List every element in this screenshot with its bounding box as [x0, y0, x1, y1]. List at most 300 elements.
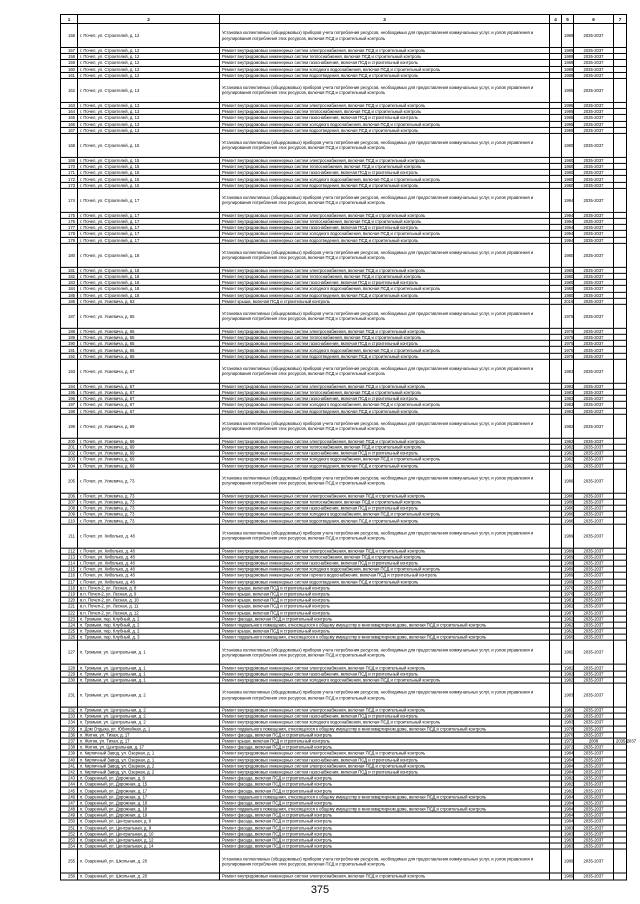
period-cell: 2035-2037: [574, 713, 614, 719]
address-cell: г. Почеп, ул. Усиевича, д. 65: [78, 341, 220, 347]
col7-cell: [614, 849, 627, 873]
period-cell: 2035-2037: [574, 102, 614, 108]
row-number: 174: [61, 188, 78, 212]
address-cell: в.п. Почеп-2, ул. Лесная, д. 10: [78, 597, 220, 603]
work-type-cell: Ремонт внутридомовых инженерных систем теплоснабжения, включая ПСД и строительный контроль: [220, 54, 550, 60]
year-cell: 1975: [562, 347, 574, 353]
col4-cell: [550, 243, 562, 267]
row-number: 189: [61, 334, 78, 340]
row-number: 219: [61, 591, 78, 597]
row-number: 193: [61, 359, 78, 383]
row-number: 256: [61, 873, 78, 879]
col7-cell: [614, 23, 627, 47]
work-type-cell: Ремонт внутридомовых инженерных систем холодного водоснабжения, включая ПСД и строительный контроль: [220, 402, 550, 408]
table-row: [61, 469, 627, 493]
address-cell: п. Озаренный, ул. Школьная, д. 20: [78, 849, 220, 873]
address-cell: п. Громыки, ул. Центральная, д. 2: [78, 719, 220, 725]
row-number: 178: [61, 231, 78, 237]
row-number: 196: [61, 395, 78, 401]
year-cell: 1983: [562, 719, 574, 725]
col7-cell: [614, 243, 627, 267]
row-number: 205: [61, 469, 78, 493]
year-cell: 1983: [562, 831, 574, 837]
row-number: 221: [61, 603, 78, 609]
period-cell: 2008: [574, 738, 614, 744]
row-number: 252: [61, 831, 78, 837]
address-cell: п. Громыки, ул. Центральная, д. 1: [78, 641, 220, 665]
year-cell: 1984: [562, 763, 574, 769]
work-type-cell: Установка коллективных (общедомовых) приборов учета потребления ресурсов, необходимых для предоставления коммунальных услуг, и узлов управления и регулирования потребления этих ресурсов, включая ПСД и строительный контроль: [220, 683, 550, 707]
work-type-cell: Ремонт внутридомовых инженерных систем газоснабжения, включая ПСД и строительный контроль: [220, 225, 550, 231]
period-cell: 2035-2037: [574, 622, 614, 628]
work-type-cell: Установка коллективных (общедомовых) приборов учета потребления ресурсов, необходимых для предоставления коммунальных услуг, и узлов управления и регулирования потребления этих ресурсов, включая ПСД и строительный контроль: [220, 524, 550, 548]
year-cell: 1972: [562, 738, 574, 744]
address-cell: п. Кирпичный Завод, ул. Озерная, д. 2: [78, 763, 220, 769]
col7-cell: 2035-2037: [614, 738, 627, 744]
work-type-cell: Ремонт внутридомовых инженерных систем холодного водоснабжения, включая ПСД и строительный контроль: [220, 677, 550, 683]
row-number: 192: [61, 353, 78, 359]
address-cell: г. Почеп, ул. Строителей, д. 18: [78, 286, 220, 292]
period-cell: 2035-2037: [574, 831, 614, 837]
row-number: 159: [61, 60, 78, 66]
row-number: 168: [61, 133, 78, 157]
work-type-cell: Ремонт крыши, включая ПСД и строительный контроль: [220, 585, 550, 591]
work-type-cell: Ремонт внутридомовых инженерных систем водоотведения, включая ПСД и строительный контроль: [220, 182, 550, 188]
period-cell: 2035-2037: [574, 775, 614, 781]
work-type-cell: Ремонт внутридомовых инженерных систем водоотведения, включая ПСД и строительный контроль: [220, 353, 550, 359]
work-type-cell: Ремонт внутридомовых инженерных систем теплоснабжения, включая ПСД и строительный контроль: [220, 554, 550, 560]
row-number: 239: [61, 750, 78, 756]
row-number: 157: [61, 47, 78, 53]
period-cell: 2035-2037: [574, 109, 614, 115]
work-type-cell: Ремонт подвального помещения, относящегося к общему имуществу в многоквартирном доме, включая ПСД и строительный контроль: [220, 806, 550, 812]
address-cell: г. Почеп, ул. Строителей, д. 17: [78, 212, 220, 218]
work-type-cell: Ремонт внутридомовых инженерных систем электроснабжения, включая ПСД и строительный контроль: [220, 707, 550, 713]
year-cell: 1995: [562, 102, 574, 108]
work-type-cell: Ремонт внутридомовых инженерных систем газоснабжения, включая ПСД и строительный контроль: [220, 60, 550, 66]
row-number: 158: [61, 54, 78, 60]
row-number: 216: [61, 573, 78, 579]
period-cell: 2035-2037: [574, 279, 614, 285]
year-cell: 1983: [562, 359, 574, 383]
year-cell: 1984: [562, 750, 574, 756]
work-type-cell: Ремонт внутридомовых инженерных систем газоснабжения, включая ПСД и строительный контроль: [220, 279, 550, 285]
col4-cell: [550, 469, 562, 493]
row-number: 248: [61, 806, 78, 812]
year-cell: 1976: [562, 585, 574, 591]
row-number: 233: [61, 713, 78, 719]
address-cell: п. Громыки, пер. Клубный, д. 2: [78, 622, 220, 628]
address-cell: п. Озаренный, ул. Центральная, д. 14: [78, 843, 220, 849]
period-cell: 2035-2037: [574, 524, 614, 548]
header-cell: 4: [550, 14, 562, 23]
work-type-cell: Ремонт внутридомовых инженерных систем теплоснабжения, включая ПСД и строительный контроль: [220, 444, 550, 450]
period-cell: 2035-2037: [574, 163, 614, 169]
row-number: 162: [61, 78, 78, 102]
work-type-cell: Ремонт крыши, включая ПСД и строительный контроль: [220, 298, 550, 304]
year-cell: 1989: [562, 566, 574, 572]
row-number: 255: [61, 849, 78, 873]
capital-repair-table: [60, 14, 637, 880]
year-cell: 1983: [562, 707, 574, 713]
year-cell: 1984: [562, 800, 574, 806]
year-cell: 1983: [562, 843, 574, 849]
year-cell: 1982: [562, 665, 574, 671]
work-type-cell: Ремонт внутридомовых инженерных систем водоотведения, включая ПСД и строительный контроль: [220, 408, 550, 414]
work-type-cell: Ремонт внутридомовых инженерных систем холодного водоснабжения, включая ПСД и строительный контроль: [220, 719, 550, 725]
table-row: [61, 78, 627, 102]
table-body: [61, 23, 637, 879]
work-type-cell: Ремонт подвального помещения, относящегося к общему имуществу в многоквартирном доме, включая ПСД и строительный контроль: [220, 634, 550, 640]
year-cell: 1995: [562, 109, 574, 115]
period-cell: 2035-2037: [574, 560, 614, 566]
period-cell: 2035-2037: [574, 328, 614, 334]
row-number: 234: [61, 719, 78, 725]
period-cell: 2035-2037: [574, 781, 614, 787]
address-cell: п. Громыки, ул. Центральная, д. 2: [78, 713, 220, 719]
period-cell: 2035-2037: [574, 157, 614, 163]
address-cell: г. Почеп, ул. Усиевича, д. 67: [78, 383, 220, 389]
year-cell: 1989: [562, 554, 574, 560]
row-number: 199: [61, 414, 78, 438]
address-cell: п. Озаренный, ул. Дорожная, д. 17: [78, 787, 220, 793]
work-type-cell: Установка коллективных (общедомовых) приборов учета потребления ресурсов, необходимых для предоставления коммунальных услуг, и узлов управления и регулирования потребления этих ресурсов, включая ПСД и строительный контроль: [220, 469, 550, 493]
work-type-cell: Ремонт внутридомовых инженерных систем водоотведения, включая ПСД и строительный контроль: [220, 72, 550, 78]
year-cell: 1982: [562, 781, 574, 787]
year-cell: 1983: [562, 389, 574, 395]
address-cell: г. Почеп, ул. Строителей, д. 15: [78, 133, 220, 157]
address-cell: г. Почеп, ул. Строителей, д. 15: [78, 182, 220, 188]
row-number: 224: [61, 622, 78, 628]
period-cell: 2035-2037: [574, 353, 614, 359]
row-number: 244: [61, 781, 78, 787]
address-cell: п. Озаренный, ул. Центральная, д. 12: [78, 837, 220, 843]
work-type-cell: Ремонт крыши, включая ПСД и строительный контроль: [220, 591, 550, 597]
row-number: 223: [61, 616, 78, 622]
row-number: 202: [61, 450, 78, 456]
row-number: 230: [61, 677, 78, 683]
address-cell: г. Почеп, ул. Усиевича, д. 65: [78, 353, 220, 359]
row-number: 170: [61, 163, 78, 169]
row-number: 187: [61, 304, 78, 328]
period-cell: 2035-2037: [574, 218, 614, 224]
col4-cell: [550, 683, 562, 707]
period-cell: 2035-2037: [574, 72, 614, 78]
year-cell: 1980: [562, 286, 574, 292]
year-cell: 1981: [562, 597, 574, 603]
address-cell: п. Громыки, ул. Центральная, д. 1: [78, 671, 220, 677]
work-type-cell: Установка коллективных (общедомовых) приборов учета потребления ресурсов, необходимых для предоставления коммунальных услуг, и узлов управления и регулирования потребления этих ресурсов, включая ПСД и строительный контроль: [220, 359, 550, 383]
row-number: 211: [61, 524, 78, 548]
year-cell: 1982: [562, 438, 574, 444]
work-type-cell: Ремонт внутридомовых инженерных систем электроснабжения, включая ПСД и строительный контроль: [220, 548, 550, 554]
period-cell: 2035-2037: [574, 292, 614, 298]
year-cell: 1989: [562, 573, 574, 579]
row-number: 212: [61, 548, 78, 554]
work-type-cell: Ремонт внутридомовых инженерных систем холодного водоснабжения, включая ПСД и строительный контроль: [220, 566, 550, 572]
header-cell: 5: [562, 14, 574, 23]
address-cell: п. Кирпичный Завод, ул. Озерная, д. 2: [78, 769, 220, 775]
year-cell: 1972: [562, 744, 574, 750]
address-cell: г. Почеп, ул. Строителей, д. 15: [78, 170, 220, 176]
row-number: 167: [61, 127, 78, 133]
address-cell: п. Житня, ул. Тихая, д. 17: [78, 732, 220, 738]
work-type-cell: Ремонт фасада, включая ПСД и строительный контроль: [220, 775, 550, 781]
row-number: 177: [61, 225, 78, 231]
work-type-cell: Ремонт внутридомовых инженерных систем холодного водоснабжения, включая ПСД и строительный контроль: [220, 347, 550, 353]
year-cell: 1984: [562, 818, 574, 824]
address-cell: г. Почеп, ул. Хиболько, д. 48: [78, 524, 220, 548]
work-type-cell: Установка коллективных (общедомовых) приборов учета потребления ресурсов, необходимых для предоставления коммунальных услуг, и узлов управления и регулирования потребления этих ресурсов, включая ПСД и строительный контроль: [220, 304, 550, 328]
work-type-cell: Ремонт фасада, включая ПСД и строительный контроль: [220, 781, 550, 787]
address-cell: п. Озаренный, ул. Дорожная, д. 15: [78, 781, 220, 787]
period-cell: 2035-2037: [574, 806, 614, 812]
work-type-cell: Ремонт внутридомовых инженерных систем холодного водоснабжения, включая ПСД и строительный контроль: [220, 457, 550, 463]
year-cell: 1982: [562, 414, 574, 438]
address-cell: в.п. Почеп-2, ул. Лесная, д. 9: [78, 591, 220, 597]
year-cell: 1989: [562, 60, 574, 66]
work-type-cell: Ремонт внутридомовых инженерных систем электроснабжения, включая ПСД и строительный контроль: [220, 102, 550, 108]
year-cell: 1995: [562, 127, 574, 133]
col4-cell: [550, 414, 562, 438]
period-cell: 2035-2037: [574, 170, 614, 176]
work-type-cell: Ремонт внутридомовых инженерных систем газоснабжения, включая ПСД и строительный контроль: [220, 341, 550, 347]
year-cell: 1980: [562, 176, 574, 182]
period-cell: 2035-2037: [574, 383, 614, 389]
year-cell: 1982: [562, 463, 574, 469]
address-cell: г. Почеп, ул. Строителей, д. 13: [78, 78, 220, 102]
row-number: 237: [61, 738, 78, 744]
col7-cell: [614, 524, 627, 548]
address-cell: п. Громыки, ул. Центральная, д. 1: [78, 665, 220, 671]
year-cell: 1984: [562, 794, 574, 800]
work-type-cell: Ремонт фасада, включая ПСД и строительный контроль: [220, 825, 550, 831]
col7-cell: [614, 188, 627, 212]
row-number: 161: [61, 72, 78, 78]
year-cell: 1980: [562, 157, 574, 163]
row-number: 185: [61, 292, 78, 298]
col7-cell: [614, 133, 627, 157]
period-cell: 2035-2037: [574, 665, 614, 671]
period-cell: 2035-2037: [574, 769, 614, 775]
period-cell: 2035-2037: [574, 60, 614, 66]
period-cell: 2035-2037: [574, 347, 614, 353]
table-row: [61, 304, 627, 328]
period-cell: 2035-2037: [574, 457, 614, 463]
work-type-cell: Ремонт внутридомовых инженерных систем электроснабжения, включая ПСД и строительный контроль: [220, 157, 550, 163]
work-type-cell: Ремонт фасада, включая ПСД и строительный контроль: [220, 812, 550, 818]
period-cell: 2035-2037: [574, 591, 614, 597]
address-cell: г. Почеп, ул. Усиевича, д. 69: [78, 457, 220, 463]
period-cell: 2035-2037: [574, 78, 614, 102]
period-cell: 2035-2037: [574, 499, 614, 505]
address-cell: г. Почеп, ул. Строителей, д. 15: [78, 176, 220, 182]
year-cell: 1995: [562, 78, 574, 102]
work-type-cell: Ремонт внутридомовых инженерных систем теплоснабжения, включая ПСД и строительный контроль: [220, 109, 550, 115]
table-row: [61, 243, 627, 267]
address-cell: п. Озаренный, ул. Центральная, д. 9: [78, 825, 220, 831]
row-number: 238: [61, 744, 78, 750]
address-cell: г. Почеп, ул. Строителей, д. 17: [78, 188, 220, 212]
year-cell: 1989: [562, 54, 574, 60]
row-number: 172: [61, 176, 78, 182]
address-cell: п. Громыки, пер. Клубный, д. 2: [78, 616, 220, 622]
year-cell: 1975: [562, 304, 574, 328]
work-type-cell: Ремонт внутридомовых инженерных систем электроснабжения, включая ПСД и строительный контроль: [220, 47, 550, 53]
row-number: 214: [61, 560, 78, 566]
row-number: 235: [61, 726, 78, 732]
work-type-cell: Ремонт внутридомовых инженерных систем газоснабжения, включая ПСД и строительный контроль: [220, 115, 550, 121]
year-cell: 1983: [562, 713, 574, 719]
period-cell: 2035-2037: [574, 298, 614, 304]
work-type-cell: Ремонт фасада, включая ПСД и строительный контроль: [220, 732, 550, 738]
work-type-cell: Ремонт фасада, включая ПСД и строительный контроль: [220, 787, 550, 793]
row-number: 173: [61, 182, 78, 188]
year-cell: 1995: [562, 115, 574, 121]
col4-cell: [550, 23, 562, 47]
address-cell: г. Почеп, ул. Строителей, д. 15: [78, 157, 220, 163]
year-cell: 1982: [562, 641, 574, 665]
year-cell: 1986: [562, 518, 574, 524]
period-cell: 2035-2037: [574, 628, 614, 634]
address-cell: г. Почеп, ул. Строителей, д. 18: [78, 273, 220, 279]
work-type-cell: Ремонт фасада, включая ПСД и строительный контроль: [220, 800, 550, 806]
work-type-cell: Ремонт внутридомовых инженерных систем теплоснабжения, включая ПСД и строительный контроль: [220, 218, 550, 224]
year-cell: 1989: [562, 72, 574, 78]
table-row: [61, 873, 627, 879]
period-cell: 2035-2037: [574, 677, 614, 683]
row-number: 195: [61, 389, 78, 395]
address-cell: в.п. Почеп-2, ул. Лесная, д. 12: [78, 610, 220, 616]
table-row: [61, 641, 627, 665]
row-number: 190: [61, 341, 78, 347]
year-cell: 1970: [562, 732, 574, 738]
period-cell: 2035-2037: [574, 237, 614, 243]
address-cell: п. Озаренный, ул. Школьная, д. 20: [78, 873, 220, 879]
work-type-cell: Ремонт внутридомовых инженерных систем водоотведения, включая ПСД и строительный контроль: [220, 292, 550, 298]
work-type-cell: Ремонт внутридомовых инженерных систем электроснабжения, включая ПСД и строительный контроль: [220, 438, 550, 444]
col4-cell: [550, 133, 562, 157]
address-cell: г. Почеп, ул. Строителей, д. 17: [78, 231, 220, 237]
period-cell: 2035-2037: [574, 212, 614, 218]
work-type-cell: Ремонт внутридомовых инженерных систем газоснабжения, включая ПСД и строительный контроль: [220, 560, 550, 566]
address-cell: п. Житня, ул. Центральная, д. 17: [78, 744, 220, 750]
period-cell: 2035-2037: [574, 133, 614, 157]
year-cell: 1983: [562, 825, 574, 831]
row-number: 242: [61, 769, 78, 775]
work-type-cell: Ремонт внутридомовых инженерных систем газоснабжения, включая ПСД и строительный контроль: [220, 505, 550, 511]
col4-cell: [550, 524, 562, 548]
year-cell: 1980: [562, 170, 574, 176]
period-cell: 2035-2037: [574, 763, 614, 769]
work-type-cell: Ремонт фасада, включая ПСД и строительный контроль: [220, 616, 550, 622]
year-cell: 1982: [562, 787, 574, 793]
row-number: 197: [61, 402, 78, 408]
row-number: 208: [61, 505, 78, 511]
period-cell: 2035-2037: [574, 757, 614, 763]
year-cell: 1980: [562, 279, 574, 285]
period-cell: 2035-2037: [574, 511, 614, 517]
period-cell: 2035-2037: [574, 849, 614, 873]
address-cell: п. Громыки, пер. Клубный, д. 2: [78, 628, 220, 634]
period-cell: 2035-2037: [574, 23, 614, 47]
address-cell: в.п. Почеп-2, ул. Лесная, д. 11: [78, 603, 220, 609]
work-type-cell: Ремонт подвального помещения, относящегося к общему имуществу в многоквартирном доме, включая ПСД и строительный контроль: [220, 726, 550, 732]
work-type-cell: Ремонт фасада, включая ПСД и строительный контроль: [220, 843, 550, 849]
work-type-cell: Ремонт подвального помещения, относящегося к общему имуществу в многоквартирном доме, включая ПСД и строительный контроль: [220, 622, 550, 628]
address-cell: г. Почеп, ул. Усиевича, д. 67: [78, 408, 220, 414]
period-cell: 2035-2037: [574, 616, 614, 622]
year-cell: 1960: [562, 634, 574, 640]
period-cell: 2035-2037: [574, 603, 614, 609]
year-cell: 1995: [562, 121, 574, 127]
address-cell: п. Громыки, ул. Центральная, д. 2: [78, 707, 220, 713]
row-number: 169: [61, 157, 78, 163]
period-cell: 2035-2037: [574, 66, 614, 72]
period-cell: 2035-2037: [574, 359, 614, 383]
period-cell: 2035-2037: [574, 182, 614, 188]
year-cell: 1989: [562, 873, 574, 879]
work-type-cell: Ремонт внутридомовых инженерных систем газоснабжения, включая ПСД и строительный контроль: [220, 713, 550, 719]
year-cell: 1978: [562, 726, 574, 732]
address-cell: г. Почеп, ул. Усиевича, д. 69: [78, 414, 220, 438]
address-cell: п. Озаренный, ул. Центральная, д. 10: [78, 831, 220, 837]
period-cell: 2035-2037: [574, 231, 614, 237]
year-cell: 1989: [562, 548, 574, 554]
work-type-cell: Ремонт фасада, включая ПСД и строительный контроль: [220, 818, 550, 824]
row-number: 166: [61, 121, 78, 127]
period-cell: 2035-2037: [574, 389, 614, 395]
year-cell: 1980: [562, 267, 574, 273]
work-type-cell: Ремонт внутридомовых инженерных систем теплоснабжения, включая ПСД и строительный контроль: [220, 499, 550, 505]
year-cell: 1962: [562, 622, 574, 628]
work-type-cell: Ремонт внутридомовых инженерных систем холодного водоснабжения, включая ПСД и строительный контроль: [220, 231, 550, 237]
table-row: [61, 188, 627, 212]
year-cell: 1980: [562, 163, 574, 169]
period-cell: 2035-2037: [574, 794, 614, 800]
year-cell: 1989: [562, 849, 574, 873]
period-cell: 2035-2037: [574, 243, 614, 267]
year-cell: 1982: [562, 775, 574, 781]
row-number: 218: [61, 585, 78, 591]
year-cell: 1982: [562, 603, 574, 609]
work-type-cell: Установка коллективных (общедомовых) приборов учета потребления ресурсов, необходимых для предоставления коммунальных услуг, и узлов управления и регулирования потребления этих ресурсов, включая ПСД и строительный контроль: [220, 133, 550, 157]
year-cell: 1989: [562, 524, 574, 548]
work-type-cell: Ремонт внутридомовых инженерных систем теплоснабжения, включая ПСД и строительный контроль: [220, 163, 550, 169]
row-number: 176: [61, 218, 78, 224]
year-cell: 1994: [562, 231, 574, 237]
row-number: 191: [61, 347, 78, 353]
year-cell: 1986: [562, 505, 574, 511]
address-cell: г. Почеп, ул. Строителей, д. 12: [78, 66, 220, 72]
year-cell: 1984: [562, 769, 574, 775]
work-type-cell: Ремонт внутридомовых инженерных систем теплоснабжения, включая ПСД и строительный контроль: [220, 389, 550, 395]
address-cell: г. Почеп, ул. Усиевича, д. 65: [78, 304, 220, 328]
row-number: 213: [61, 554, 78, 560]
period-cell: 2035-2037: [574, 402, 614, 408]
work-type-cell: Ремонт фасада, включая ПСД и строительный контроль: [220, 744, 550, 750]
work-type-cell: Установка коллективных (общедомовых) приборов учета потребления ресурсов, необходимых для предоставления коммунальных услуг, и узлов управления и регулирования потребления этих ресурсов, включая ПСД и строительный контроль: [220, 414, 550, 438]
work-type-cell: Ремонт внутридомовых инженерных систем холодного водоснабжения, включая ПСД и строительный контроль: [220, 286, 550, 292]
work-type-cell: Ремонт подвального помещения, относящегося к общему имуществу в многоквартирном доме, включая ПСД и строительный контроль: [220, 794, 550, 800]
year-cell: 1994: [562, 225, 574, 231]
row-number: 171: [61, 170, 78, 176]
work-type-cell: Ремонт внутридомовых инженерных систем горячего водоснабжения, включая ПСД и строительный контроль: [220, 573, 550, 579]
address-cell: г. Почеп, ул. Усиевича, д. 73: [78, 518, 220, 524]
address-cell: г. Почеп, ул. Строителей, д. 18: [78, 243, 220, 267]
address-cell: г. Почеп, ул. Хиболько, д. 48: [78, 573, 220, 579]
address-cell: п. Громыки, ул. Центральная, д. 2: [78, 683, 220, 707]
